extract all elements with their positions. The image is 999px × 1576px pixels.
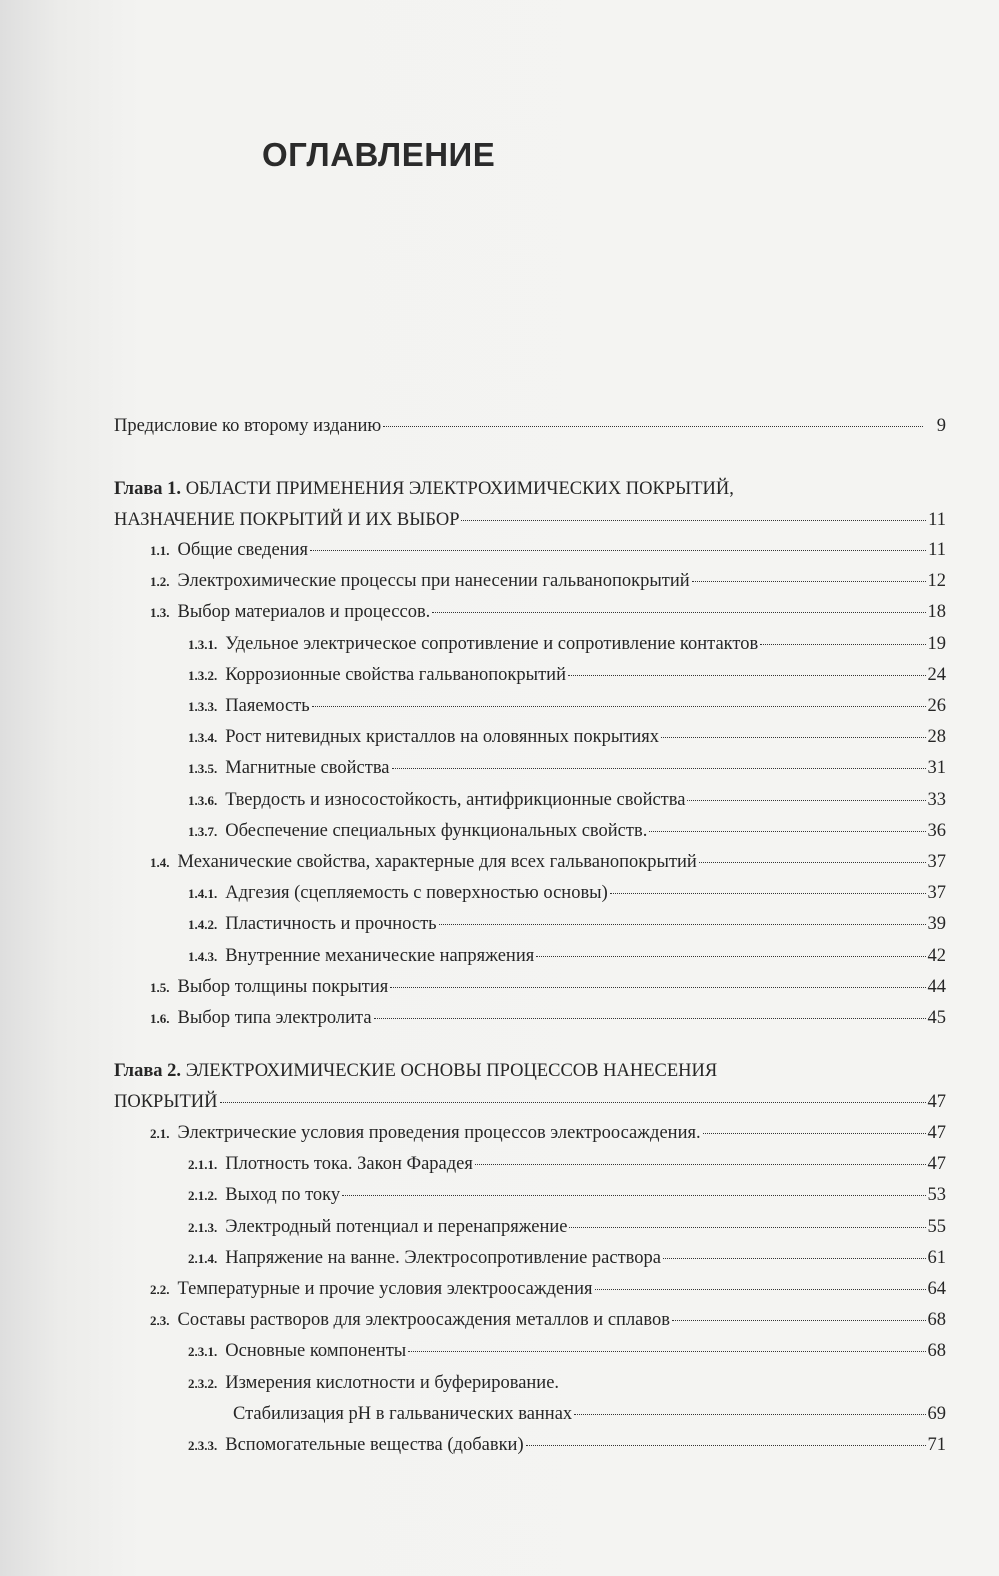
dot-leader — [703, 1133, 926, 1134]
dot-leader — [461, 520, 926, 521]
toc-entry-number: 1.4. — [150, 855, 170, 870]
toc-entry[interactable] — [188, 1371, 559, 1396]
dot-leader — [595, 1289, 926, 1290]
toc-entry[interactable] — [188, 1215, 946, 1240]
toc-entry-page: 9 — [936, 416, 946, 436]
chapter-prefix: Глава 2. — [114, 1061, 182, 1081]
toc-entry-label: Напряжение на ванне. Электросопротивление раствора — [225, 1247, 662, 1268]
toc-entry-page: 36 — [927, 820, 946, 841]
toc-entry-label: Пластичность и прочность — [225, 914, 437, 935]
toc-entry-label: Температурные и прочие условия электроосаждения — [177, 1279, 593, 1299]
dot-leader — [569, 1227, 925, 1228]
dot-leader — [408, 1351, 925, 1352]
dot-leader — [672, 1320, 926, 1321]
toc-entry-label: Электрические условия проведения процессов электроосаждения. — [177, 1123, 701, 1143]
dot-leader — [342, 1195, 925, 1196]
dot-leader — [699, 862, 926, 863]
toc-entry-page: 44 — [927, 976, 946, 997]
chapter-2-heading-line1[interactable] — [114, 1059, 717, 1083]
toc-entry-number: 1.3.6. — [188, 792, 218, 808]
toc-entry-label: Выбор материалов и процессов. — [177, 602, 431, 623]
dot-leader — [661, 737, 925, 738]
chapter-prefix: Глава 1. — [114, 479, 182, 499]
toc-entry-label: Выбор толщины покрытия — [177, 976, 389, 997]
toc-entry-label: Паяемость — [225, 696, 310, 716]
toc-entry[interactable] — [150, 538, 946, 563]
dot-leader — [568, 675, 926, 676]
toc-entry-label: Рост нитевидных кристаллов на оловянных покрытиях — [225, 727, 660, 748]
toc-entry-number: 2.1.2. — [188, 1188, 218, 1204]
chapter-title-cont: НАЗНАЧЕНИЕ ПОКРЫТИЙ И ИХ ВЫБОР — [114, 510, 460, 530]
toc-entry-number: 2.1. — [150, 1126, 170, 1141]
toc-entry-page: 47 — [927, 1154, 946, 1175]
toc-entry-number: 2.3.2. — [188, 1375, 218, 1391]
toc-entry-page: 53 — [927, 1185, 946, 1206]
toc-entry[interactable] — [188, 944, 946, 969]
toc-entry-page: 71 — [927, 1435, 946, 1455]
toc-entry-number: 2.3. — [150, 1313, 170, 1329]
toc-entry-page: 33 — [927, 789, 946, 810]
toc-entry[interactable] — [188, 632, 946, 657]
toc-entry-number: 2.1.1. — [188, 1157, 218, 1173]
toc-entry-number: 2.1.4. — [188, 1250, 218, 1266]
toc-entry-number: 1.5. — [150, 979, 170, 995]
toc-entry[interactable] — [150, 569, 946, 594]
toc-entry-number: 1.4.2. — [188, 917, 218, 933]
dot-leader — [526, 1445, 926, 1446]
toc-entry-page: 18 — [927, 602, 946, 623]
toc-entry-page: 69 — [927, 1403, 946, 1424]
toc-entry-page: 11 — [928, 510, 946, 530]
toc-entry[interactable] — [188, 912, 946, 937]
toc-entry-label: Адгезия (сцепляемость с поверхностью основы) — [225, 883, 608, 904]
toc-entry-page: 42 — [927, 945, 946, 966]
toc-entry-number: 1.3.3. — [188, 699, 218, 714]
toc-entry-page: 64 — [927, 1279, 946, 1299]
dot-leader — [475, 1164, 926, 1165]
toc-entry-label: Стабилизация pH в гальванических ваннах — [233, 1403, 573, 1424]
chapter-2-heading-line2[interactable] — [114, 1090, 946, 1114]
toc-entry-page: 37 — [927, 852, 946, 872]
toc-entry-number: 1.3.1. — [188, 636, 218, 652]
toc-entry[interactable] — [188, 1433, 946, 1458]
toc-entry-number: 1.3.7. — [188, 823, 218, 839]
chapter-1-heading-line1[interactable] — [114, 477, 734, 501]
toc-entry-page: 61 — [927, 1247, 946, 1268]
toc-entry-number: 2.3.3. — [188, 1438, 218, 1453]
toc-entry-page: 11 — [928, 540, 946, 560]
toc-entry[interactable] — [150, 1121, 946, 1146]
toc-entry[interactable] — [188, 756, 946, 781]
dot-leader — [312, 706, 926, 707]
chapter-1-heading-line2[interactable] — [114, 508, 946, 532]
dot-leader — [574, 1414, 925, 1415]
toc-entry-number: 1.4.1. — [188, 886, 218, 902]
toc-entry-page: 39 — [927, 914, 946, 935]
dot-leader — [760, 644, 925, 645]
toc-entry-number: 1.3.2. — [188, 667, 218, 683]
toc-entry-number: 1.2. — [150, 574, 170, 590]
toc-entry[interactable] — [150, 1277, 946, 1302]
dot-leader — [310, 550, 926, 551]
toc-entry-number: 2.2. — [150, 1282, 170, 1297]
toc-entry-number: 1.3. — [150, 605, 170, 621]
toc-entry-label: Выход по току — [225, 1185, 341, 1206]
toc-entry[interactable] — [150, 1308, 946, 1333]
toc-entry-label: Составы растворов для электроосаждения металлов и сплавов — [177, 1310, 670, 1331]
chapter-title: ЭЛЕКТРОХИМИЧЕСКИЕ ОСНОВЫ ПРОЦЕССОВ НАНЕСЕНИЯ — [185, 1061, 718, 1081]
toc-entry[interactable] — [188, 663, 946, 688]
toc-entry[interactable] — [188, 1246, 946, 1271]
toc-entry-label: Плотность тока. Закон Фарадея — [225, 1154, 473, 1175]
toc-entry[interactable] — [188, 1339, 946, 1364]
dot-leader — [439, 924, 926, 925]
toc-entry-continuation[interactable] — [233, 1402, 946, 1426]
toc-entry-label: Удельное электрическое сопротивление и сопротивление контактов — [225, 633, 759, 654]
toc-entry[interactable] — [150, 1006, 946, 1031]
toc-entry-page: 47 — [927, 1092, 946, 1112]
toc-entry-label: Выбор типа электролита — [177, 1008, 372, 1028]
toc-entry[interactable] — [188, 694, 946, 719]
dot-leader — [374, 1018, 926, 1019]
toc-entry-label: Электродный потенциал и перенапряжение — [225, 1216, 568, 1237]
toc-entry-number: 1.6. — [150, 1011, 170, 1026]
toc-entry-label: Магнитные свойства — [225, 758, 390, 779]
dot-leader — [432, 612, 925, 613]
toc-entry-page: 12 — [927, 571, 946, 592]
toc-entry[interactable] — [188, 1183, 946, 1208]
toc-entry[interactable] — [188, 1152, 946, 1177]
toc-entry-page: 19 — [927, 633, 946, 654]
toc-entry-label: Основные компоненты — [225, 1341, 407, 1362]
toc-entry[interactable] — [150, 850, 946, 875]
toc-entry-label: Общие сведения — [177, 540, 308, 560]
dot-leader — [390, 987, 925, 988]
toc-entry-page: 47 — [927, 1123, 946, 1143]
chapter-title-cont: ПОКРЫТИЙ — [114, 1092, 218, 1112]
toc-entry-page: 68 — [927, 1341, 946, 1362]
toc-entry-page: 24 — [927, 664, 946, 685]
toc-entry-number: 1.3.4. — [188, 730, 218, 746]
dot-leader — [610, 893, 926, 894]
toc-entry-label: Вспомогательные вещества (добавки) — [225, 1435, 524, 1455]
toc-entry[interactable] — [188, 788, 946, 813]
toc-entry-page: 28 — [927, 727, 946, 748]
toc-entry-page: 68 — [927, 1310, 946, 1331]
toc-entry-page: 26 — [927, 696, 946, 716]
dot-leader — [687, 800, 925, 801]
toc-entry-label: Измерения кислотности и буферирование. — [225, 1372, 560, 1393]
toc-entry-number: 1.1. — [150, 543, 170, 558]
toc-entry-page: 31 — [927, 758, 946, 779]
toc-entry[interactable] — [188, 819, 946, 844]
toc-entry-label: Предисловие ко второму изданию — [114, 416, 382, 436]
dot-leader — [392, 768, 926, 769]
toc-entry-number: 2.1.3. — [188, 1219, 218, 1235]
dot-leader — [649, 831, 925, 832]
toc-entry-label: Электрохимические процессы при нанесении гальванопокрытий — [177, 571, 690, 592]
dot-leader — [663, 1258, 925, 1259]
toc-entry-page: 55 — [927, 1216, 946, 1237]
toc-entry[interactable] — [188, 881, 946, 906]
dot-leader — [536, 956, 925, 957]
toc-entry-label: Коррозионные свойства гальванопокрытий — [225, 664, 566, 685]
toc-entry-label: Внутренние механические напряжения — [225, 945, 535, 966]
toc-entry[interactable] — [188, 725, 946, 750]
toc-entry-page: 45 — [927, 1008, 946, 1028]
toc-entry[interactable] — [150, 975, 946, 1000]
toc-entry-number: 1.3.5. — [188, 761, 218, 777]
toc-entry-label: Механические свойства, характерные для всех гальванопокрытий — [177, 852, 697, 872]
toc-entry-label: Обеспечение специальных функциональных свойств. — [225, 820, 648, 841]
chapter-title: ОБЛАСТИ ПРИМЕНЕНИЯ ЭЛЕКТРОХИМИЧЕСКИХ ПОКРЫТИЙ, — [185, 479, 734, 499]
dot-leader — [220, 1102, 926, 1103]
dot-leader — [383, 426, 923, 427]
dot-leader — [692, 581, 926, 582]
toc-entry-page: 37 — [927, 883, 946, 904]
toc-entry-number: 1.4.3. — [188, 948, 218, 964]
toc-entry-number: 2.3.1. — [188, 1344, 218, 1360]
toc-entry[interactable] — [150, 600, 946, 625]
page-title: ОГЛАВЛЕНИЕ — [262, 136, 496, 173]
toc-entry-label: Твердость и износостойкость, антифрикционные свойства — [225, 789, 686, 810]
toc-entry-preface[interactable] — [114, 414, 946, 438]
